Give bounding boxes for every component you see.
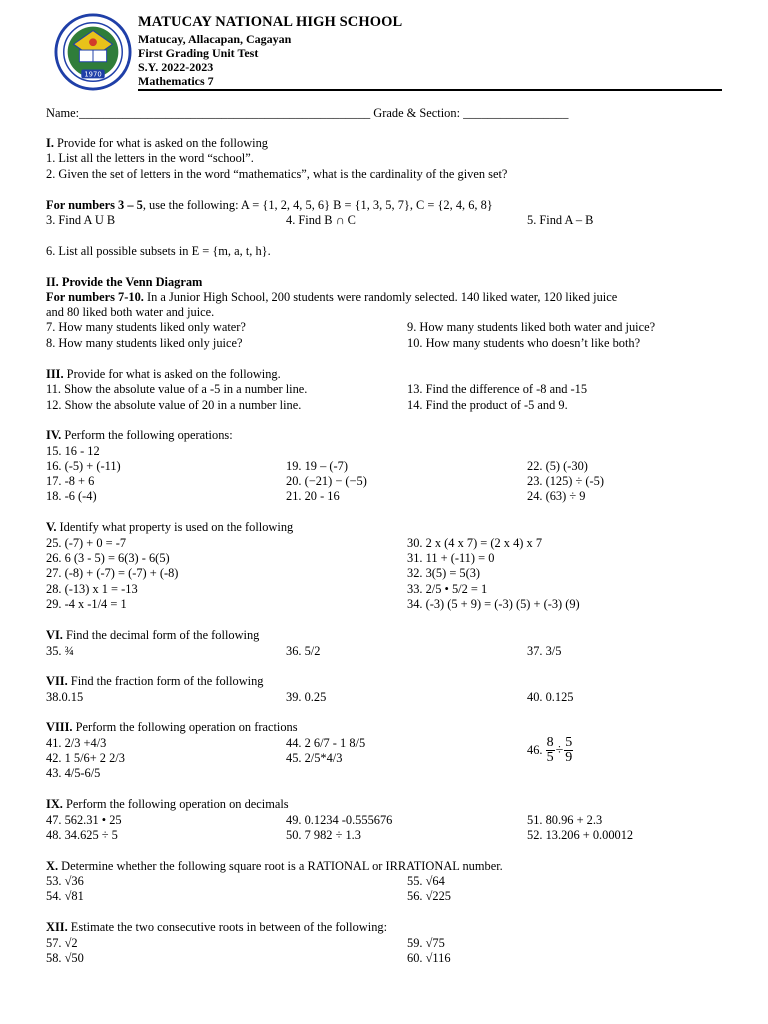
- question-3: 3. Find A U B: [46, 213, 116, 227]
- name-grade-line[interactable]: Name:_______________________________________________ Grade & Section: _________________: [46, 106, 569, 120]
- question-39: 39. 0.25: [286, 690, 327, 704]
- question-13: 13. Find the difference of -8 and -15: [407, 382, 588, 396]
- section-2-heading: II. Provide the Venn Diagram: [46, 275, 203, 289]
- section-4-heading: IV. Perform the following operations:: [46, 428, 233, 442]
- fraction-5-9: $\frac{5}{9}$: [565, 735, 573, 765]
- section-3-heading: III. Provide for what is asked on the following.: [46, 367, 281, 381]
- fraction-8-5: $\frac{8}{5}$: [546, 735, 554, 765]
- question-4: 4. Find B ∩ C: [286, 213, 356, 227]
- question-56: 56. √225: [407, 889, 451, 903]
- question-30: 30. 2 x (4 x 7) = (2 x 4) x 7: [407, 536, 543, 550]
- question-51: 51. 80.96 + 2.3: [527, 813, 603, 827]
- question-57: 57. √2: [46, 936, 78, 950]
- question-33: 33. 2/5 • 5/2 = 1: [407, 582, 488, 596]
- question-35: 35. ¾: [46, 644, 74, 658]
- question-27: 27. (-8) + (-7) = (-7) + (-8): [46, 566, 179, 580]
- question-52: 52. 13.206 + 0.00012: [527, 828, 634, 842]
- header-divider: [138, 89, 722, 91]
- test-title: First Grading Unit Test: [138, 46, 259, 60]
- section-7-heading: VII. Find the fraction form of the following: [46, 674, 264, 688]
- question-40: 40. 0.125: [527, 690, 574, 704]
- question-53: 53. √36: [46, 874, 84, 888]
- section-10-heading: X. Determine whether the following square root is a RATIONAL or IRRATIONAL number.: [46, 859, 503, 873]
- question-7: 7. How many students liked only water?: [46, 320, 246, 334]
- question-11: 11. Show the absolute value of a -5 in a number line.: [46, 382, 308, 396]
- question-2: 2. Given the set of letters in the word “mathematics”, what is the cardinality of the given set?: [46, 167, 508, 181]
- question-14: 14. Find the product of -5 and 9.: [407, 398, 568, 412]
- question-31: 31. 11 + (-11) = 0: [407, 551, 495, 565]
- question-45: 45. 2/5*4/3: [286, 751, 343, 765]
- question-43: 43. 4/5-6/5: [46, 766, 101, 780]
- question-19: 19. 19 – (-7): [286, 459, 348, 473]
- question-47: 47. 562.31 • 25: [46, 813, 122, 827]
- svg-text:1970: 1970: [84, 70, 102, 79]
- section-12-heading: XII. Estimate the two consecutive roots in between of the following:: [46, 920, 388, 934]
- question-16: 16. (-5) + (-11): [46, 459, 121, 473]
- question-10: 10. How many students who doesn’t like both?: [407, 336, 641, 350]
- question-22: 22. (5) (-30): [527, 459, 588, 473]
- question-42: 42. 1 5/6+ 2 2/3: [46, 751, 125, 765]
- question-60: 60. √116: [407, 951, 451, 965]
- question-58: 58. √50: [46, 951, 84, 965]
- question-26: 26. 6 (3 - 5) = 6(3) - 6(5): [46, 551, 170, 565]
- question-36: 36. 5/2: [286, 644, 321, 658]
- question-1: 1. List all the letters in the word “school”.: [46, 151, 254, 165]
- given-sets: For numbers 3 – 5, use the following: A = {1, 2, 4, 5, 6} B = {1, 3, 5, 7}, C = {2, 4, 6, 8}: [46, 198, 493, 212]
- question-46: 46. $\frac{8}{5}$ ÷ $\frac{5}{9}$: [527, 735, 573, 765]
- venn-intro: For numbers 7-10. In a Junior High School, 200 students were randomly selected. 140 liked water, 120 liked juice: [46, 290, 618, 304]
- question-25: 25. (-7) + 0 = -7: [46, 536, 127, 550]
- question-41: 41. 2/3 +4/3: [46, 736, 107, 750]
- question-34: 34. (-3) (5 + 9) = (-3) (5) + (-3) (9): [407, 597, 580, 611]
- school-name: MATUCAY NATIONAL HIGH SCHOOL: [138, 14, 403, 30]
- question-32: 32. 3(5) = 5(3): [407, 566, 481, 580]
- question-28: 28. (-13) x 1 = -13: [46, 582, 138, 596]
- question-8: 8. How many students liked only juice?: [46, 336, 243, 350]
- question-20: 20. (−21) − (−5): [286, 474, 367, 488]
- school-address: Matucay, Allacapan, Cagayan: [138, 32, 292, 46]
- question-23: 23. (125) ÷ (-5): [527, 474, 604, 488]
- question-59: 59. √75: [407, 936, 445, 950]
- question-29: 29. -4 x -1/4 = 1: [46, 597, 127, 611]
- section-6-heading: VI. Find the decimal form of the following: [46, 628, 260, 642]
- question-17: 17. -8 + 6: [46, 474, 95, 488]
- question-12: 12. Show the absolute value of 20 in a number line.: [46, 398, 302, 412]
- venn-intro-cont: and 80 liked both water and juice.: [46, 305, 215, 319]
- question-54: 54. √81: [46, 889, 84, 903]
- question-9: 9. How many students liked both water and juice?: [407, 320, 656, 334]
- question-15: 15. 16 - 12: [46, 444, 100, 458]
- school-seal-icon: [54, 13, 132, 91]
- question-18: 18. -6 (-4): [46, 489, 97, 503]
- question-6: 6. List all possible subsets in E = {m, a, t, h}.: [46, 244, 271, 258]
- question-21: 21. 20 - 16: [286, 489, 340, 503]
- question-48: 48. 34.625 ÷ 5: [46, 828, 118, 842]
- question-5: 5. Find A – B: [527, 213, 594, 227]
- section-9-heading: IX. Perform the following operation on decimals: [46, 797, 289, 811]
- question-50: 50. 7 982 ÷ 1.3: [286, 828, 361, 842]
- question-37: 37. 3/5: [527, 644, 562, 658]
- section-5-heading: V. Identify what property is used on the following: [46, 520, 294, 534]
- section-8-heading: VIII. Perform the following operation on fractions: [46, 720, 298, 734]
- question-38: 38.0.15: [46, 690, 84, 704]
- section-1-heading: I. Provide for what is asked on the following: [46, 136, 268, 150]
- question-49: 49. 0.1234 -0.555676: [286, 813, 393, 827]
- school-year: S.Y. 2022-2023: [138, 60, 214, 74]
- question-55: 55. √64: [407, 874, 445, 888]
- question-44: 44. 2 6/7 - 1 8/5: [286, 736, 366, 750]
- question-24: 24. (63) ÷ 9: [527, 489, 586, 503]
- subject: Mathematics 7: [138, 74, 214, 88]
